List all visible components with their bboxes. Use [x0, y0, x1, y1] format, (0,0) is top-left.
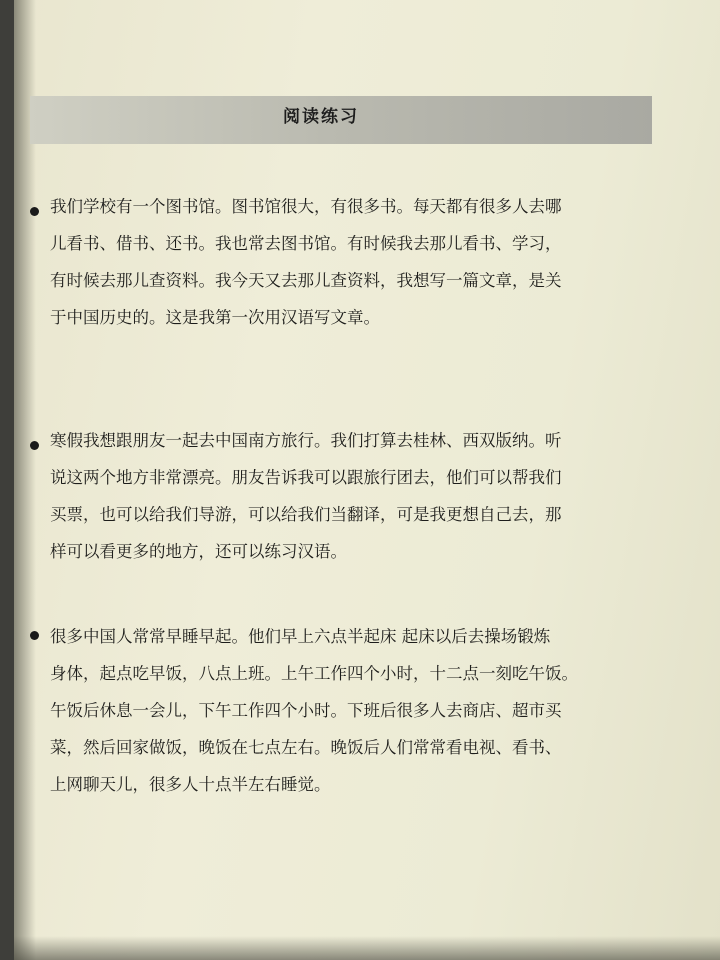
reading-paragraph-1	[50, 188, 660, 336]
paragraph-line: 午饭后休息一会儿，下午工作四个小时。下班后很多人去商店、超市买	[50, 701, 562, 720]
book-page	[14, 0, 720, 960]
paragraph-line: 买票，也可以给我们导游，可以给我们当翻译，可是我更想自己去，那	[50, 505, 562, 524]
reading-paragraph-2	[50, 422, 660, 570]
section-title-bar	[30, 96, 652, 144]
paragraph-line: 说这两个地方非常漂亮。朋友告诉我可以跟旅行团去，他们可以帮我们	[50, 468, 562, 487]
paragraph-line: 身体，起点吃早饭，八点上班。上午工作四个小时，十二点一刻吃午饭。	[50, 664, 578, 683]
paragraph-line: 菜，然后回家做饭，晚饭在七点左右。晚饭后人们常常看电视、看书、	[50, 738, 562, 757]
page-bottom-shadow	[14, 936, 720, 960]
bullet-icon	[30, 207, 39, 216]
paragraph-line: 上网聊天儿，很多人十点半左右睡觉。	[50, 775, 331, 794]
paragraph-line: 寒假我想跟朋友一起去中国南方旅行。我们打算去桂林、西双版纳。听	[50, 431, 562, 450]
paragraph-line: 儿看书、借书、还书。我也常去图书馆。有时候我去那儿看书、学习，	[50, 234, 562, 253]
spine-shadow	[14, 0, 36, 960]
paragraph-line: 样可以看更多的地方，还可以练习汉语。	[50, 542, 347, 561]
paragraph-line: 于中国历史的。这是我第一次用汉语写文章。	[50, 308, 380, 327]
paragraph-line: 有时候去那儿查资料。我今天又去那儿查资料，我想写一篇文章，是关	[50, 271, 562, 290]
reading-paragraph-3	[50, 618, 660, 803]
paragraph-line: 很多中国人常常早睡早起。他们早上六点半起床 起床以后去操场锻炼	[50, 627, 551, 646]
bullet-icon	[30, 631, 39, 640]
bullet-icon	[30, 441, 39, 450]
paragraph-line: 我们学校有一个图书馆。图书馆很大，有很多书。每天都有很多人去哪	[50, 197, 562, 216]
section-title: 阅读练习	[283, 106, 359, 127]
